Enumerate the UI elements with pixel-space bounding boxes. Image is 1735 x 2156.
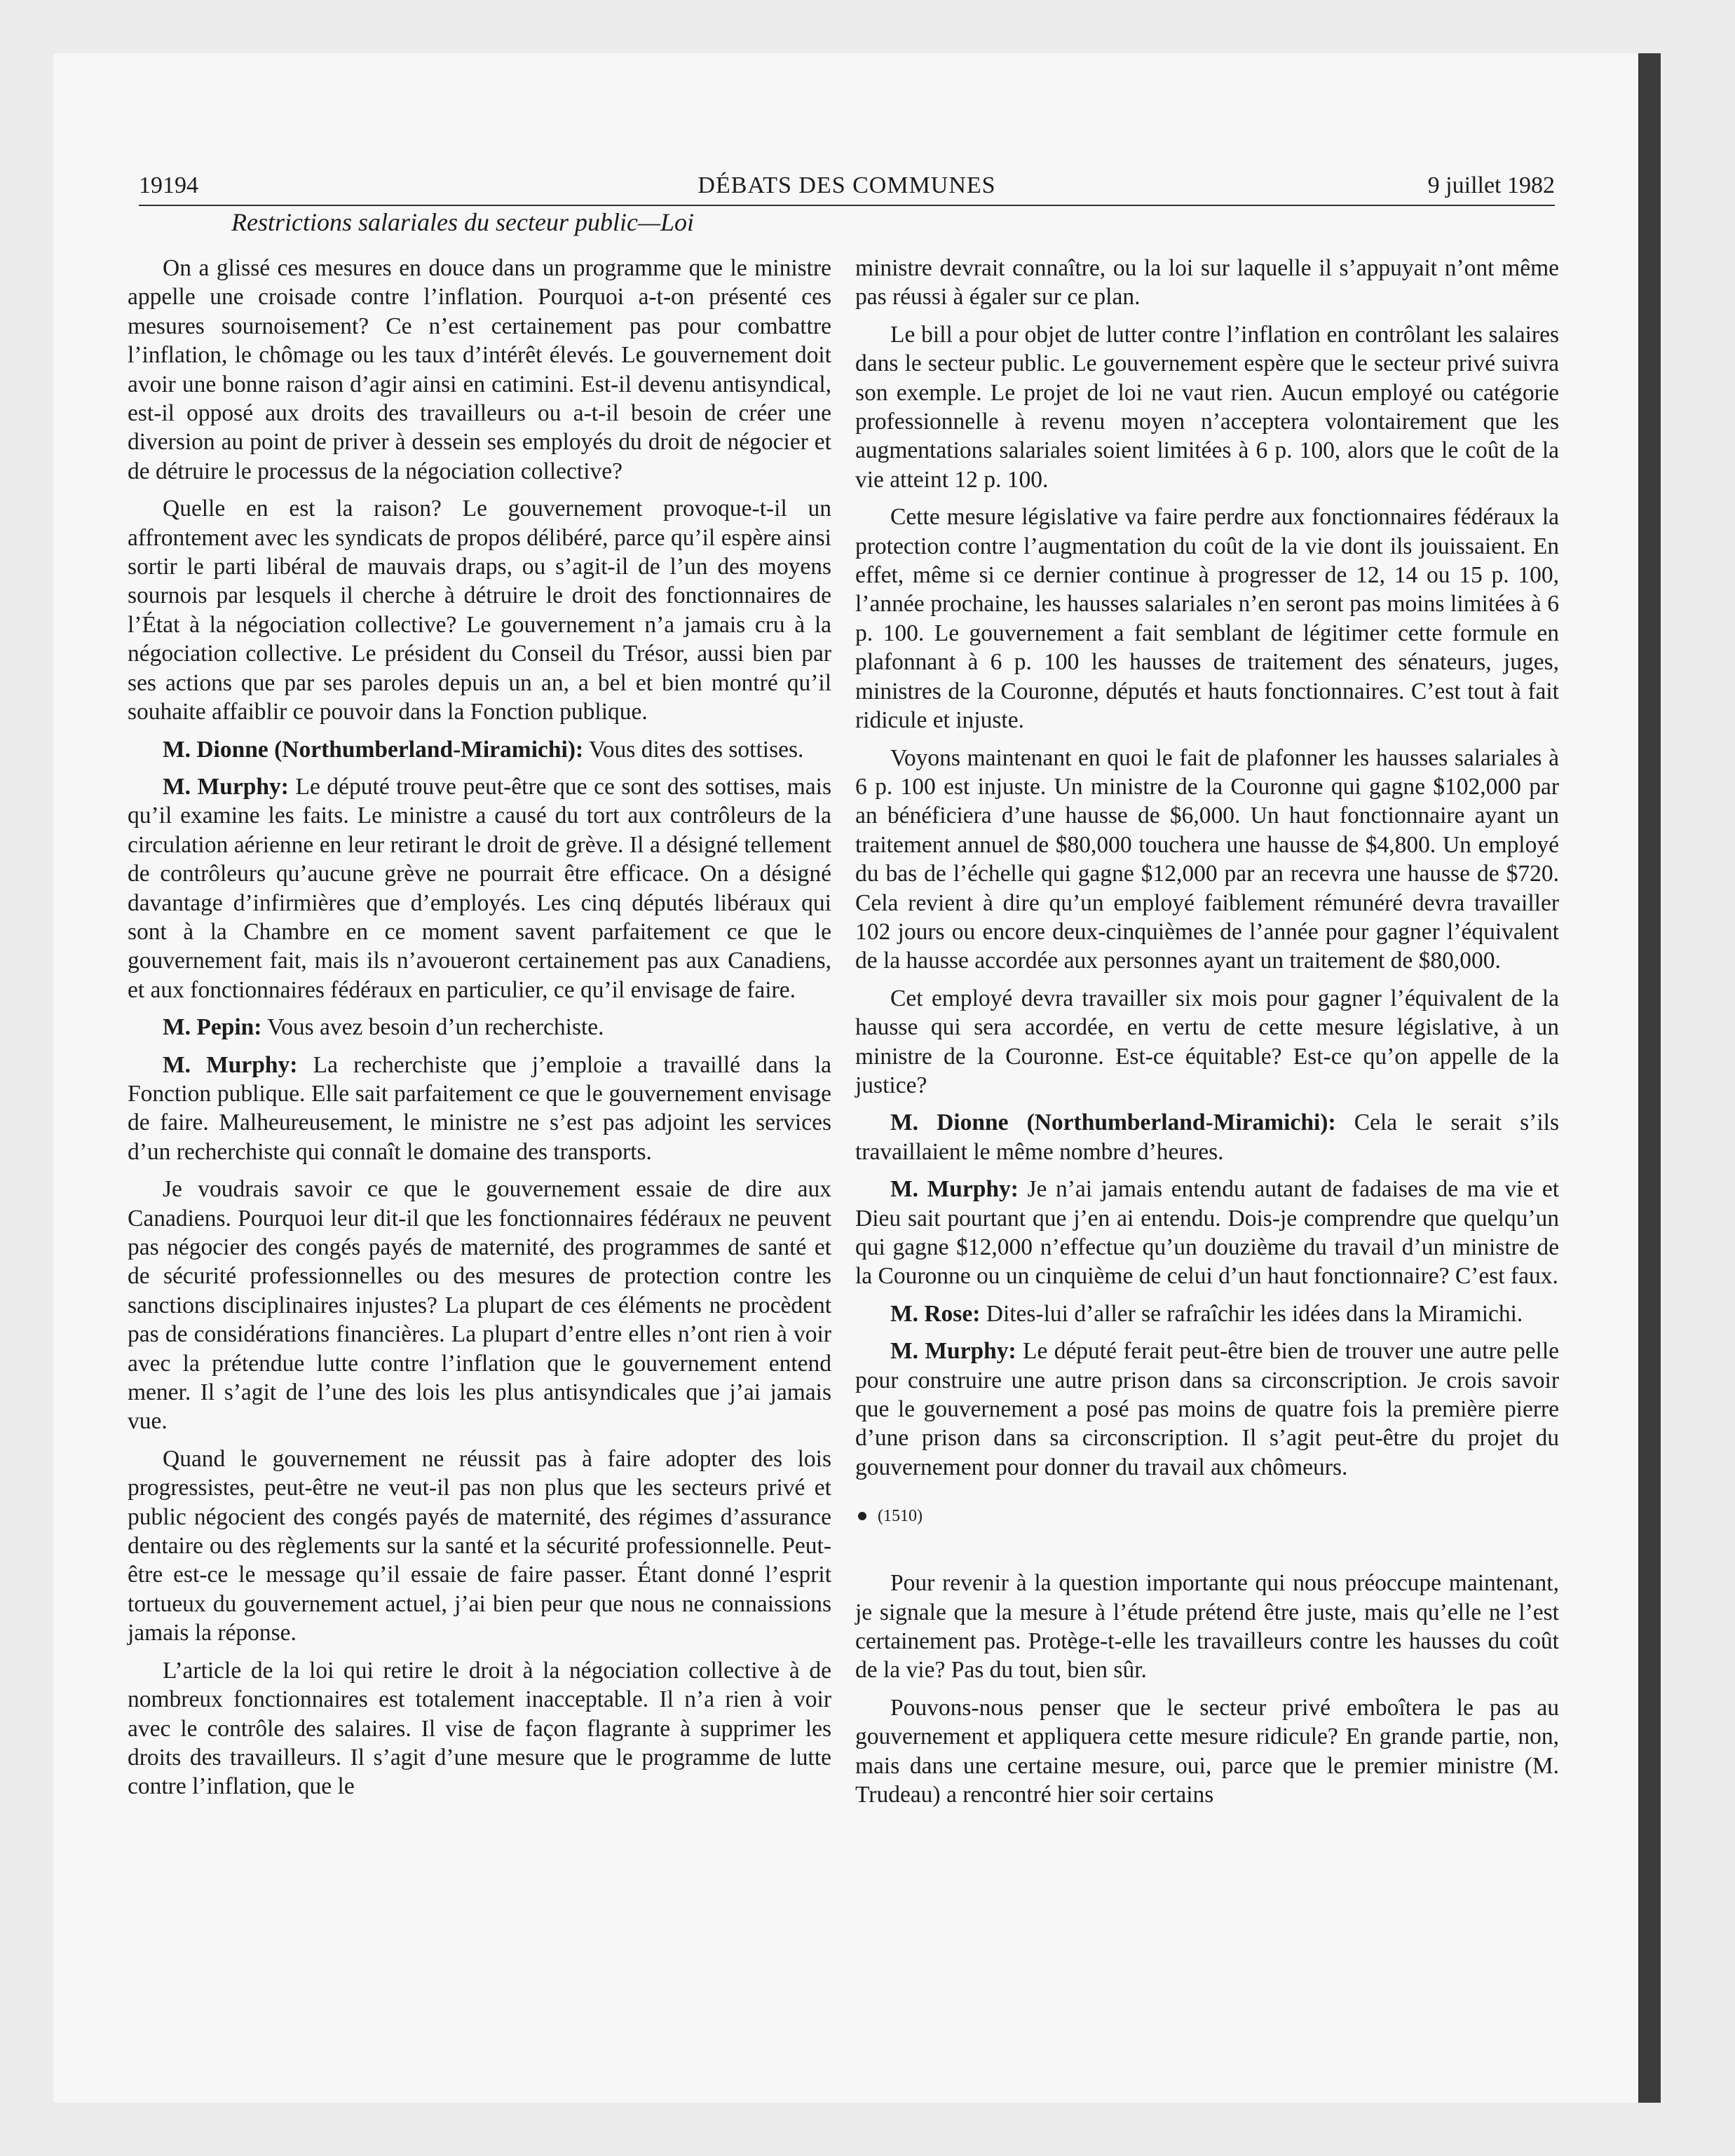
paragraph-text: ministre devrait connaître, ou la loi sur laquelle il s’appuyait n’ont même pas réussi à égaler sur ce plan. — [855, 255, 1559, 311]
bullet-icon — [858, 1512, 866, 1520]
section-subtitle: Restrictions salariales du secteur public—Loi — [231, 208, 694, 236]
time-marker-label: (1510) — [878, 1507, 923, 1526]
binding-edge — [1638, 53, 1661, 2103]
publication-date: 9 juillet 1982 — [1427, 172, 1555, 198]
paragraph-text: Le député ferait peut-être bien de trouver une autre pelle pour construire une autre prison dans sa circonscription. Je crois savoir que le gouvernement a posé pas moins de quatre fois la première pierre d’une prison dans sa circonscription. Il s’agit peut-être du projet du gouvernement pour donner du travail aux chômeurs. — [855, 1338, 1559, 1480]
speaker-name: M. Dionne (Northumberland-Miramichi): — [890, 1110, 1336, 1136]
paragraph-text: Vous avez besoin d’un recherchiste. — [261, 1014, 604, 1041]
time-marker — [855, 1506, 1559, 1527]
paragraph — [855, 1569, 1559, 1685]
paragraph — [128, 1656, 831, 1801]
speaker-name: M. Murphy: — [890, 1338, 1016, 1365]
paragraph-text: Vous dites des sottises. — [583, 736, 804, 763]
paragraph — [855, 1693, 1559, 1810]
right-column — [855, 254, 1559, 1818]
paragraph — [128, 1175, 831, 1436]
speaker-name: M. Murphy: — [163, 1051, 298, 1078]
paragraph-text: Quand le gouvernement ne réussit pas à faire adopter des lois progressistes, peut-être ne veut-il pas non plus que les secteurs privé et public négocient des congés payés de maternité, des régimes d’assurance dentaire ou des règlements sur la santé et la sécurité professionnelle. Peut-être est-ce le message qu’il essaie de faire passer. Étant donné l’esprit tortueux du gouvernement actuel, j’ai bien peur que nous ne connaissions jamais la réponse. — [128, 1445, 831, 1646]
paragraph — [855, 1108, 1559, 1166]
paragraph — [128, 1013, 831, 1042]
paragraph-text: Le député trouve peut-être que ce sont des sottises, mais qu’il examine les faits. Le ministre a causé du tort aux contrôleurs de la circulation aérienne en leur retirant le droit de grève. Il a désigné tellement de contrôleurs qu’aucune grève ne pourrait être efficace. On a désigné davantage d’infirmières que d’employés. Les cinq députés libéraux qui sont à la Chambre en ce moment savent parfaitement ce que le gouvernement fait, mais ils n’avoueront certainement pas aux Canadiens, et aux fonctionnaires fédéraux en particulier, ce qu’il envisage de faire. — [128, 773, 832, 1003]
paragraph — [128, 494, 831, 726]
speaker-name: M. Rose: — [890, 1300, 981, 1327]
paragraph-text: Cela le serait s’ils travaillaient le même nombre d’heures. — [855, 1110, 1559, 1165]
speaker-name: M. Dionne (Northumberland-Miramichi): — [163, 736, 584, 763]
paragraph — [128, 254, 831, 486]
paragraph-text: Pour revenir à la question importante qui nous préoccupe maintenant, je signale que la mesure à l’étude prétend être juste, mais qu’elle ne l’est certainement pas. Protège-t-elle les travailleurs contre les hausses du coût de la vie? Pas du tout, bien sûr. — [855, 1570, 1559, 1684]
paragraph-text: Pouvons-nous penser que le secteur privé emboîtera le pas au gouvernement et appliquera cette mesure ridicule? En grande partie, non, mais dans une certaine mesure, oui, parce que le premier ministre (M. Trudeau) a rencontré hier soir certains — [855, 1694, 1559, 1808]
paragraph-text: Je n’ai jamais entendu autant de fadaises de ma vie et Dieu sait pourtant que j’en ai entendu. Dois-je comprendre que quelqu’un qui gagne $12,000 n’effectue qu’un douzième du travail d’un ministre de la Couronne ou un cinquième de celui d’un haut fonctionnaire? C’est faux. — [855, 1176, 1560, 1290]
paragraph-text: Dites-lui d’aller se rafraîchir les idées dans la Miramichi. — [980, 1300, 1523, 1327]
paragraph-text: Cet employé devra travailler six mois pour gagner l’équivalent de la hausse qui sera accordée, en vertu de cette mesure législative, à un ministre de la Couronne. Est-ce équitable? Est-ce qu’on appelle de la justice? — [855, 985, 1559, 1098]
paragraph-text: Voyons maintenant en quoi le fait de plafonner les hausses salariales à 6 p. 100 est injuste. Un ministre de la Couronne qui gagne $102,000 par an bénéficiera d’une hausse de $6,000. Un haut fonctionnaire ayant un traitement annuel de $80,000 touchera une hausse de $4,800. Un employé du bas de l’échelle qui gagne $12,000 par an recevra une hausse de $720. Cela revient à dire qu’un employé faiblement rémunéré devra travailler 102 jours ou encore deux-cinquièmes de l’année pour gagner l’équivalent de la hausse accordée aux personnes ayant un traitement de $80,000. — [855, 744, 1559, 974]
paragraph — [855, 1175, 1559, 1291]
paragraph-text: L’article de la loi qui retire le droit à la négociation collective à de nombreux fonctionnaires est totalement inacceptable. Il n’a rien à voir avec le contrôle des salaires. Il vise de façon flagrante à supprimer les droits des travailleurs. Il s’agit d’une mesure que le programme de lutte contre l’inflation, que le — [128, 1657, 831, 1800]
speaker-name: M. Pepin: — [163, 1014, 262, 1041]
paragraph — [128, 735, 831, 764]
paragraph-text: Quelle en est la raison? Le gouvernement provoque-t-il un affrontement avec les syndicats de propos délibéré, parce qu’il espère ainsi sortir le parti libéral de mauvais draps, ou s’agit-il de l’un des moyens sournois par lesquels il cherche à détruire le droit des fonctionnaires de l’État à la négociation collective? Le gouvernement n’a jamais cru à la négociation collective. Le président du Conseil du Trésor, aussi bien par ses actions que par ses paroles depuis un an, a bel et bien montré qu’il souhaite affaiblir ce pouvoir dans la Fonction publique. — [128, 496, 831, 725]
page-header — [139, 156, 1555, 206]
paragraph — [855, 984, 1559, 1100]
paragraph-text: Le bill a pour objet de lutter contre l’inflation en contrôlant les salaires dans le secteur public. Le gouvernement espère que le secteur privé suivra son exemple. Le projet de loi ne vaut rien. Aucun employé ou catégorie professionnelle à revenu moyen n’acceptera volontairement que les augmentations salariales soient limitées à 6 p. 100, alors que le coût de la vie atteint 12 p. 100. — [855, 321, 1559, 493]
paragraph-text: La recherchiste que j’emploie a travaillé dans la Fonction publique. Elle sait parfaitement ce que le gouvernement envisage de faire. Malheureusement, le ministre ne s’est pas adjoint les services d’un recherchiste qui connaît le domaine des transports. — [128, 1051, 832, 1165]
paragraph — [855, 1299, 1559, 1328]
paragraph — [128, 772, 831, 1004]
paragraph — [855, 503, 1559, 735]
page-number: 19194 — [139, 172, 198, 198]
paragraph-text: On a glissé ces mesures en douce dans un programme que le ministre appelle une croisade contre l’inflation. Pourquoi a-t-on présenté ces mesures sournoisement? Ce n’est certainement pas pour combattre l’inflation, le chômage ou les taux d’intérêt élevés. Le gouvernement doit avoir une bonne raison d’agir ainsi en catimini. Est-il devenu antisyndical, est-il opposé aux droits des travailleurs ou a-t-il besoin de créer une diversion au point de priver à dessein ses employés du droit de négocier et de détruire le processus de la négociation collective? — [128, 255, 831, 484]
paragraph — [855, 744, 1559, 976]
left-column — [128, 254, 831, 1810]
publication-title: DÉBATS DES COMMUNES — [698, 172, 996, 198]
speaker-name: M. Murphy: — [163, 773, 289, 800]
paragraph — [855, 254, 1559, 312]
paragraph — [128, 1051, 831, 1167]
paragraph — [128, 1445, 831, 1648]
paragraph-text: Je voudrais savoir ce que le gouvernement essaie de dire aux Canadiens. Pourquoi leur dit-il que les fonctionnaires fédéraux ne peuvent pas négocier des congés payés de maternité, des programmes de santé et de sécurité professionnelles ou des mesures de protection contre les sanctions disciplinaires injustes? La plupart de ces éléments ne procèdent pas de considérations financières. La plupart d’entre elles n’ont rien à voir avec la prétendue lutte contre l’inflation que le gouvernement entend mener. Il s’agit de l’une des lois les plus antisyndicales que j’ai jamais vue. — [128, 1176, 831, 1435]
paragraph — [855, 1337, 1559, 1482]
speaker-name: M. Murphy: — [890, 1176, 1019, 1203]
paragraph-text: Cette mesure législative va faire perdre aux fonctionnaires fédéraux la protection contre l’augmentation du coût de la vie dont ils jouissaient. En effet, même si ce dernier continue à progresser de 12, 14 ou 15 p. 100, l’année prochaine, les hausses salariales n’en seront pas moins limitées à 6 p. 100. Le gouvernement a fait semblant de légitimer cette formule en plafonnant à 6 p. 100 les hausses de traitement des sénateurs, juges, ministres de la Couronne, députés et hauts fonctionnaires. C’est tout à fait ridicule et injuste. — [855, 504, 1559, 734]
paragraph — [855, 320, 1559, 494]
